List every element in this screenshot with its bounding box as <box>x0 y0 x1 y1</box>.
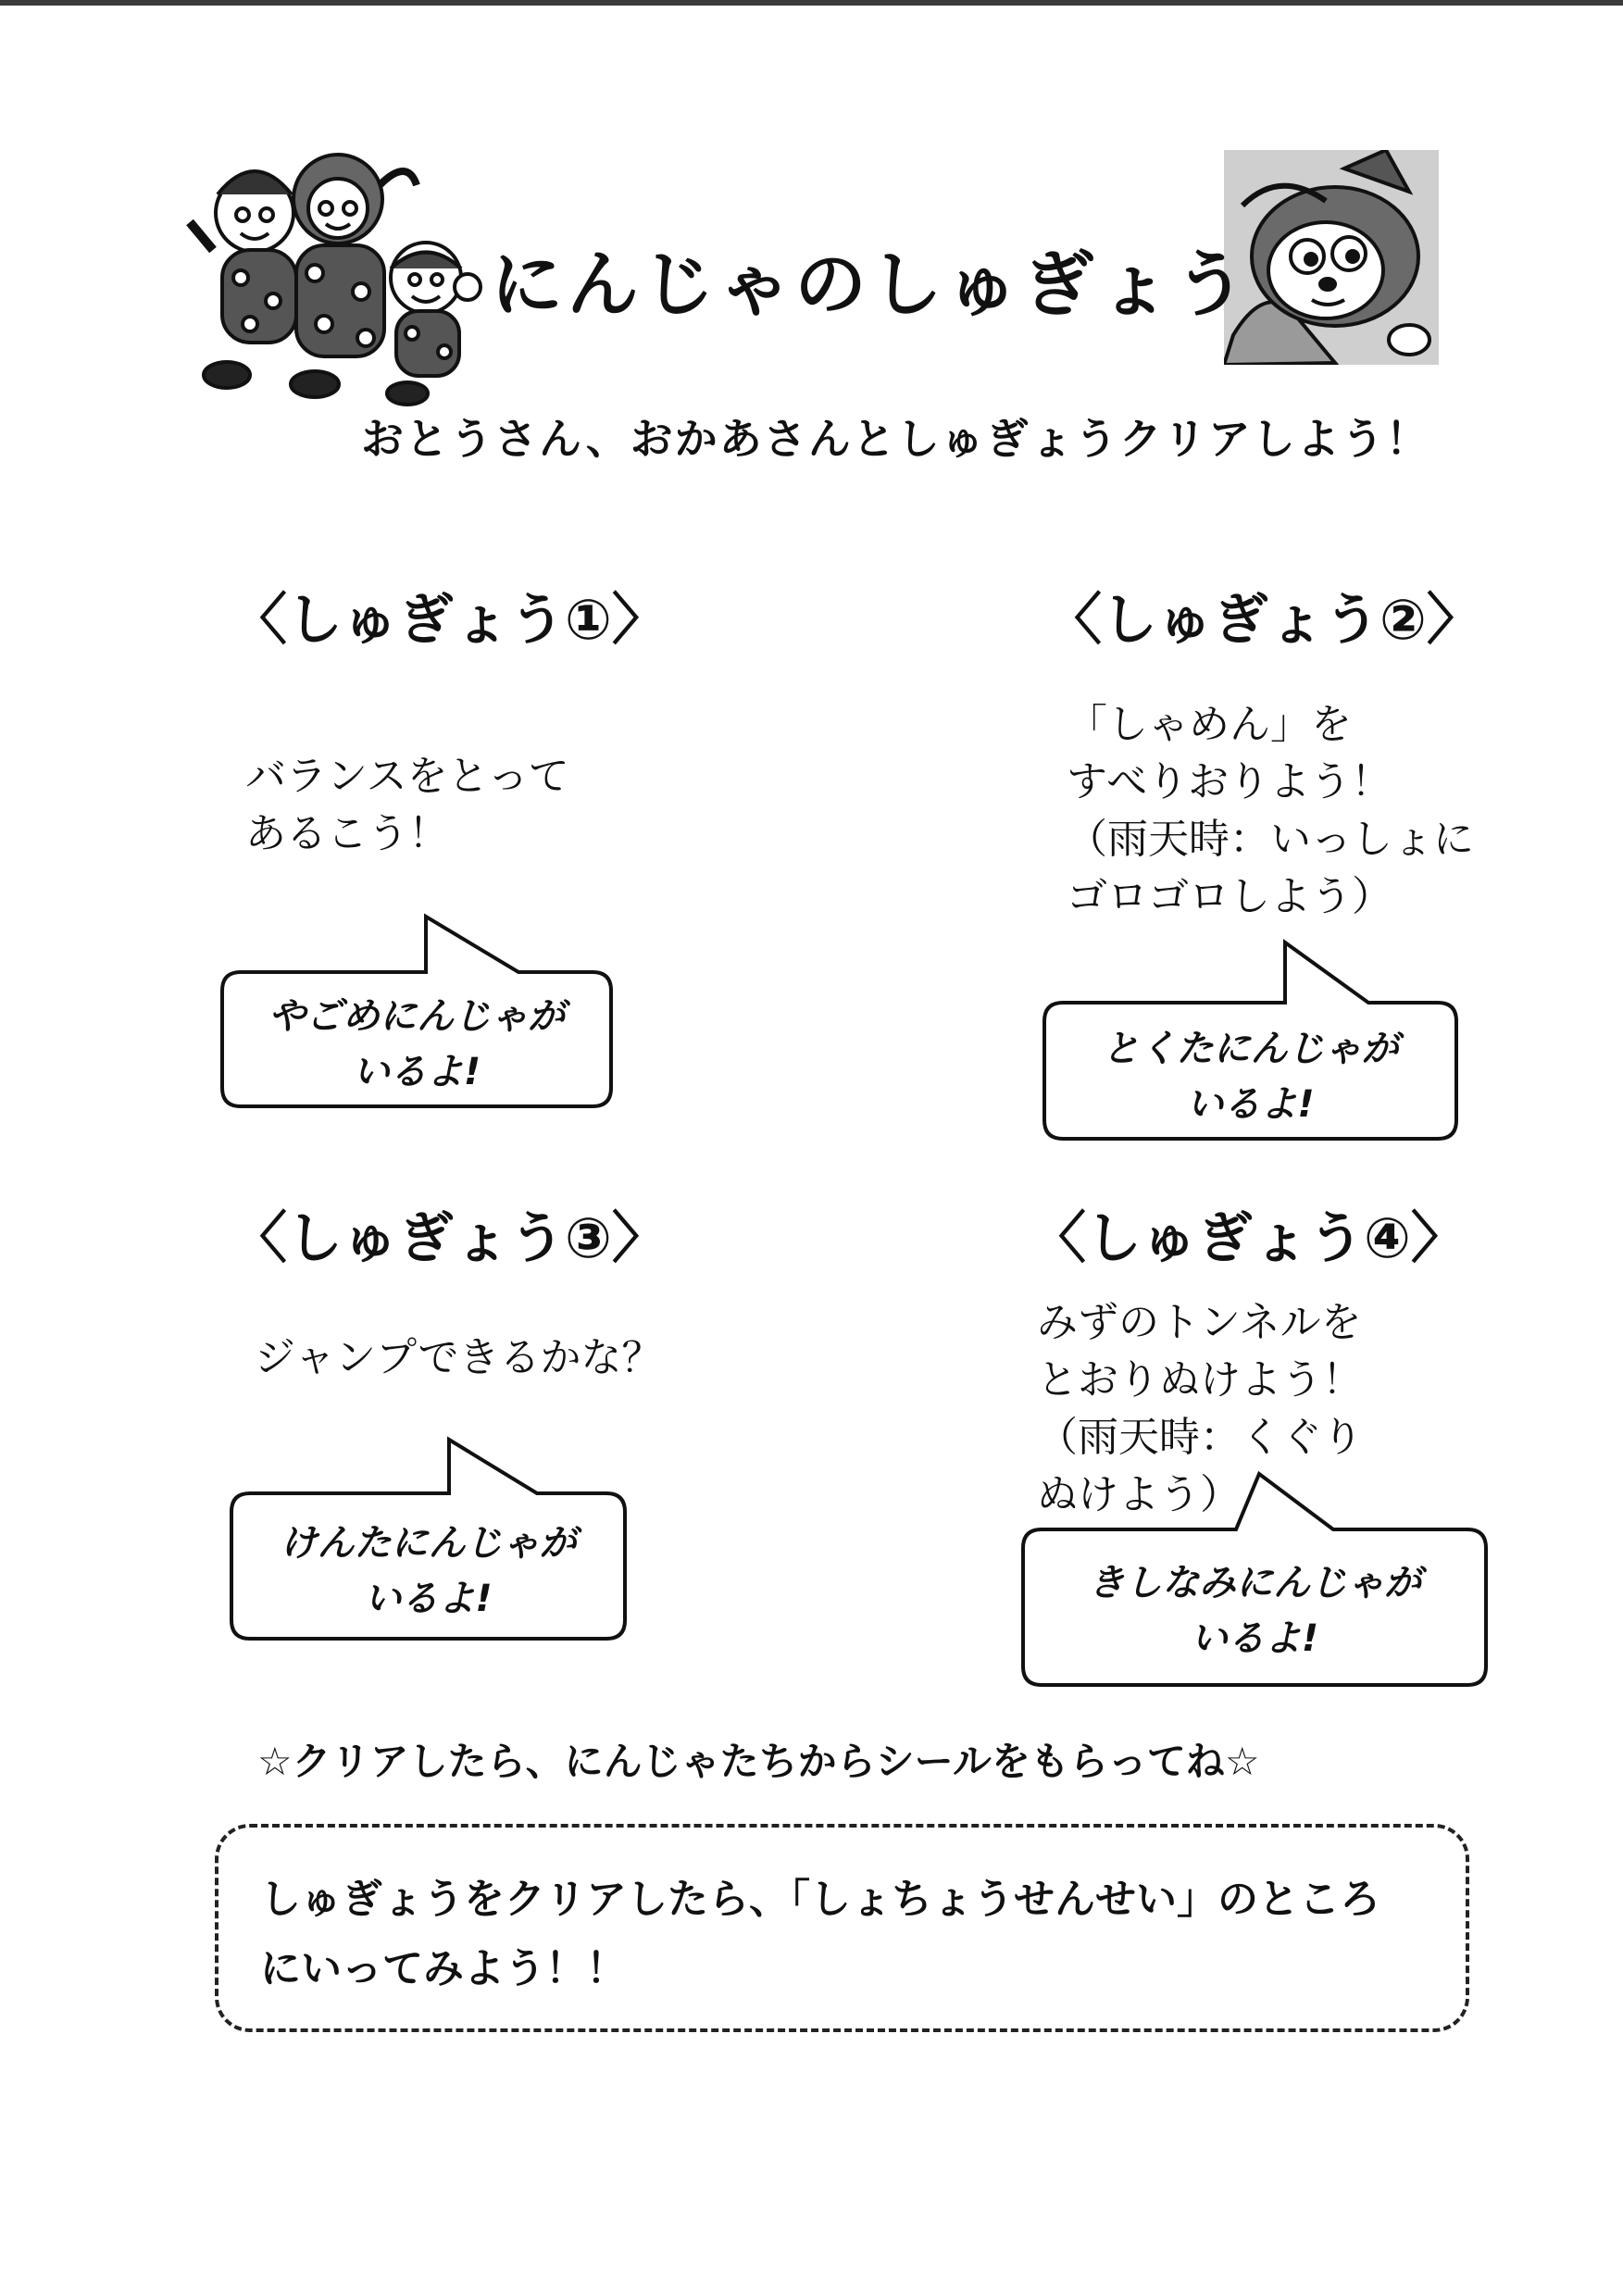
section-2-line: （雨天時：いっしょに <box>1067 816 1474 863</box>
bubble-line: けんたにんじゃが <box>280 1522 577 1565</box>
section-2-line: すべりおりよう！ <box>1067 758 1392 805</box>
section-1-heading: 〈しゅぎょう①〉 <box>231 588 668 653</box>
bubble-line: やごめにんじゃが <box>268 995 565 1038</box>
section-2-text <box>1067 696 1474 926</box>
section-3-line: ジャンプできるかな？ <box>255 1334 663 1381</box>
section-4-line: とおりぬけよう！ <box>1037 1356 1363 1404</box>
bubble-line: とくたにんじゃが <box>1102 1028 1399 1070</box>
ninja-cat-illustration <box>1224 150 1439 365</box>
instruction-line: にいってみよう！！ <box>260 1945 627 1992</box>
clear-note: ☆クリアしたら、にんじゃたちからシールをもらってね☆ <box>257 1739 1260 1784</box>
section-2-heading: 〈しゅぎょう②〉 <box>1046 588 1482 653</box>
bubble-line: きしなみにんじゃが <box>1088 1562 1421 1604</box>
section-1-speech-bubble <box>213 917 620 1120</box>
instruction-line: しゅぎょうをクリアしたら、「しょちょうせんせい」のところ <box>260 1876 1380 1923</box>
instruction-box <box>215 1824 1469 2032</box>
instruction-text <box>260 1865 1380 2003</box>
section-4-heading: 〈しゅぎょう④〉 <box>1030 1206 1467 1271</box>
top-border <box>0 0 1623 6</box>
bubble-line: いるよ! <box>1190 1617 1319 1660</box>
section-1-line: バランスをとって <box>245 753 569 800</box>
section-4-line: みずのトンネルを <box>1037 1299 1362 1346</box>
bubble-line: いるよ! <box>1186 1083 1315 1126</box>
section-2-line: ゴロゴロしよう） <box>1067 873 1392 920</box>
section-4-line: （雨天時：くぐり <box>1037 1414 1363 1461</box>
page-title: にんじゃのしゅぎょう <box>491 243 1251 327</box>
bubble-line: いるよ! <box>352 1051 481 1093</box>
section-3-heading: 〈しゅぎょう③〉 <box>231 1206 668 1271</box>
ninja-kids-illustration <box>185 130 491 407</box>
section-2-speech-bubble <box>1035 942 1466 1151</box>
section-4-line: ぬけよう） <box>1037 1471 1241 1518</box>
section-1-line: あるこう！ <box>245 810 449 857</box>
section-4-speech-bubble <box>1014 1474 1495 1696</box>
section-3-speech-bubble <box>222 1440 634 1648</box>
bubble-line: いるよ! <box>364 1578 493 1620</box>
section-2-line: 「しゃめん」を <box>1067 701 1352 748</box>
page-subtitle: おとうさん、おかあさんとしゅぎょうクリアしよう！ <box>361 414 1430 464</box>
section-1-text <box>245 748 569 863</box>
section-3-text <box>255 1329 662 1387</box>
